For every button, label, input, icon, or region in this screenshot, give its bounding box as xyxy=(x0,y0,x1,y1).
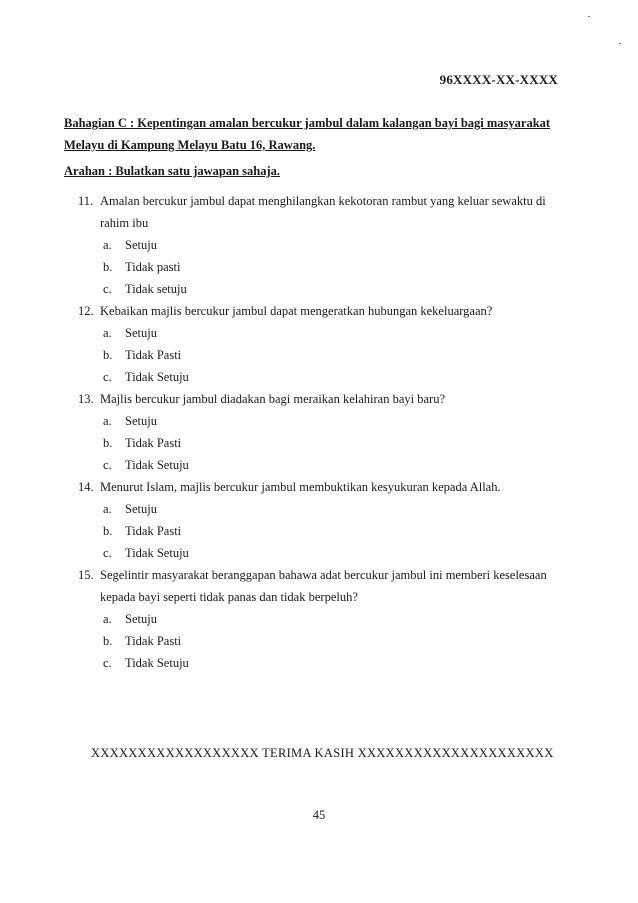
question-item xyxy=(78,388,562,476)
question-text-continued: rahim ibu xyxy=(100,216,149,230)
option-letter: c. xyxy=(103,370,112,384)
option-text: Tidak pasti xyxy=(125,260,181,274)
option-letter: a. xyxy=(103,326,112,340)
closing-text: XXXXXXXXXXXXXXXXXX TERIMA KASIH XXXXXXXXXXXXXXXXXXXXX xyxy=(91,746,554,760)
option-text: Tidak Setuju xyxy=(125,656,189,670)
option-letter: c. xyxy=(103,656,112,670)
answer-options xyxy=(78,234,562,300)
answer-option[interactable] xyxy=(103,454,562,476)
reference-number: 96XXXX-XX-XXXX xyxy=(439,72,558,87)
option-letter: b. xyxy=(103,436,113,450)
question-number: 11. xyxy=(78,194,94,208)
option-letter: c. xyxy=(103,458,112,472)
answer-option[interactable] xyxy=(103,498,562,520)
question-number: 14. xyxy=(78,480,94,494)
answer-options xyxy=(78,410,562,476)
option-text: Tidak setuju xyxy=(125,282,187,296)
answer-options xyxy=(78,322,562,388)
question-number: 15. xyxy=(78,568,94,582)
option-text: Tidak Setuju xyxy=(125,546,189,560)
option-letter: c. xyxy=(103,546,112,560)
page-number: 45 xyxy=(312,808,326,822)
question-number: 12. xyxy=(78,304,94,318)
scan-speck xyxy=(619,43,621,44)
option-letter: c. xyxy=(103,282,112,296)
option-text: Tidak Pasti xyxy=(125,436,182,450)
answer-option[interactable] xyxy=(103,256,562,278)
instruction: Arahan : Bulatkan satu jawapan sahaja. xyxy=(64,164,281,178)
question-number: 13. xyxy=(78,392,94,406)
answer-option[interactable] xyxy=(103,608,562,630)
option-letter: b. xyxy=(103,260,113,274)
option-text: Setuju xyxy=(125,238,157,252)
question-item xyxy=(78,300,562,388)
option-text: Setuju xyxy=(125,326,157,340)
option-letter: b. xyxy=(103,524,113,538)
answer-option[interactable] xyxy=(103,322,562,344)
option-text: Setuju xyxy=(125,502,157,516)
option-text: Tidak Pasti xyxy=(125,348,182,362)
option-text: Tidak Setuju xyxy=(125,370,189,384)
answer-option[interactable] xyxy=(103,366,562,388)
question-text: Kebaikan majlis bercukur jambul dapat mengeratkan hubungan kekeluargaan? xyxy=(100,304,493,318)
option-text: Tidak Setuju xyxy=(125,458,189,472)
answer-option[interactable] xyxy=(103,410,562,432)
answer-option[interactable] xyxy=(103,278,562,300)
option-letter: a. xyxy=(103,612,112,626)
section-title-line-2: Melayu di Kampung Melayu Batu 16, Rawang. xyxy=(64,138,316,152)
scan-speck xyxy=(588,16,590,17)
question-item xyxy=(78,476,562,564)
answer-option[interactable] xyxy=(103,652,562,674)
question-text: Segelintir masyarakat beranggapan bahawa adat bercukur jambul ini memberi keselesaan xyxy=(100,568,547,582)
option-letter: b. xyxy=(103,634,113,648)
question-item xyxy=(78,190,562,300)
option-letter: b. xyxy=(103,348,113,362)
option-text: Setuju xyxy=(125,612,157,626)
answer-option[interactable] xyxy=(103,520,562,542)
option-text: Tidak Pasti xyxy=(125,634,182,648)
option-letter: a. xyxy=(103,238,112,252)
answer-options xyxy=(78,498,562,564)
section-title xyxy=(64,112,560,156)
answer-option[interactable] xyxy=(103,432,562,454)
option-letter: a. xyxy=(103,414,112,428)
question-text: Amalan bercukur jambul dapat menghilangkan kekotoran rambut yang keluar sewaktu di xyxy=(100,194,546,208)
option-letter: a. xyxy=(103,502,112,516)
answer-option[interactable] xyxy=(103,542,562,564)
question-text: Majlis bercukur jambul diadakan bagi meraikan kelahiran bayi baru? xyxy=(100,392,446,406)
answer-option[interactable] xyxy=(103,234,562,256)
answer-option[interactable] xyxy=(103,344,562,366)
question-text: Menurut Islam, majlis bercukur jambul membuktikan kesyukuran kepada Allah. xyxy=(100,480,501,494)
question-item xyxy=(78,564,562,674)
option-text: Tidak Pasti xyxy=(125,524,182,538)
answer-options xyxy=(78,608,562,674)
answer-option[interactable] xyxy=(103,630,562,652)
section-title-line-1: Bahagian C : Kepentingan amalan bercukur jambul dalam kalangan bayi bagi masyarakat xyxy=(64,116,551,130)
question-text-continued: kepada bayi seperti tidak panas dan tidak berpeluh? xyxy=(100,590,358,604)
question-list xyxy=(78,190,562,674)
option-text: Setuju xyxy=(125,414,157,428)
